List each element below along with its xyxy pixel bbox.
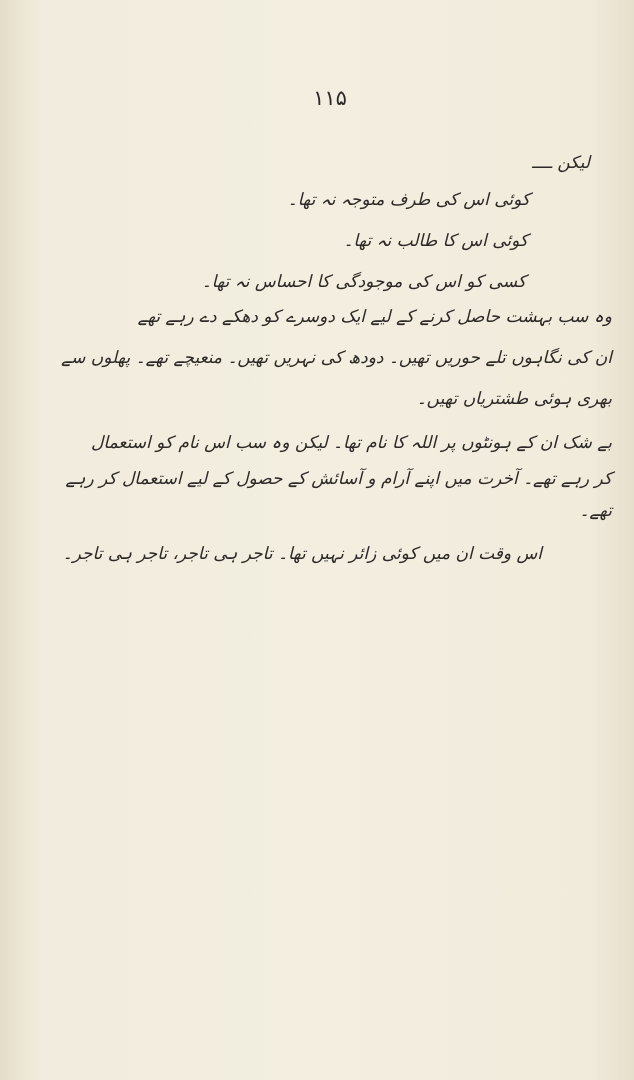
text-line: بھری ہوئی طشتریاں تھیں۔ [416, 389, 612, 409]
text-line: ان کی نگاہوں تلے حوریں تھیں۔ دودھ کی نہریں تھیں۔ منعیچے تھے۔ پھلوں سے [61, 348, 612, 368]
page-number: ۱۱۵ [313, 86, 347, 110]
text-line: بے شک ان کے ہونٹوں پر اللہ کا نام تھا۔ لیکن وہ سب اس نام کو استعمال [91, 433, 612, 453]
text-line: اس وقت ان میں کوئی زائر نہیں تھا۔ تاجر ہی تاجر، تاجر ہی تاجر۔ [62, 544, 542, 564]
text-line: کوئی اس کی طرف متوجہ نہ تھا۔ [287, 190, 530, 210]
text-line: کر رہے تھے۔ آخرت میں اپنے آرام و آسائش کے حصول کے لیے استعمال کر رہے [65, 469, 612, 489]
text-line: تھے۔ [579, 501, 612, 521]
text-line: کسی کو اس کی موجودگی کا احساس نہ تھا۔ [201, 272, 526, 292]
text-line: کوئی اس کا طالب نہ تھا۔ [343, 231, 528, 251]
text-line-heading: لیکن ــــ [532, 153, 590, 173]
text-line: وہ سب بہشت حاصل کرنے کے لیے ایک دوسرے کو دھکے دے رہے تھے [137, 307, 612, 327]
